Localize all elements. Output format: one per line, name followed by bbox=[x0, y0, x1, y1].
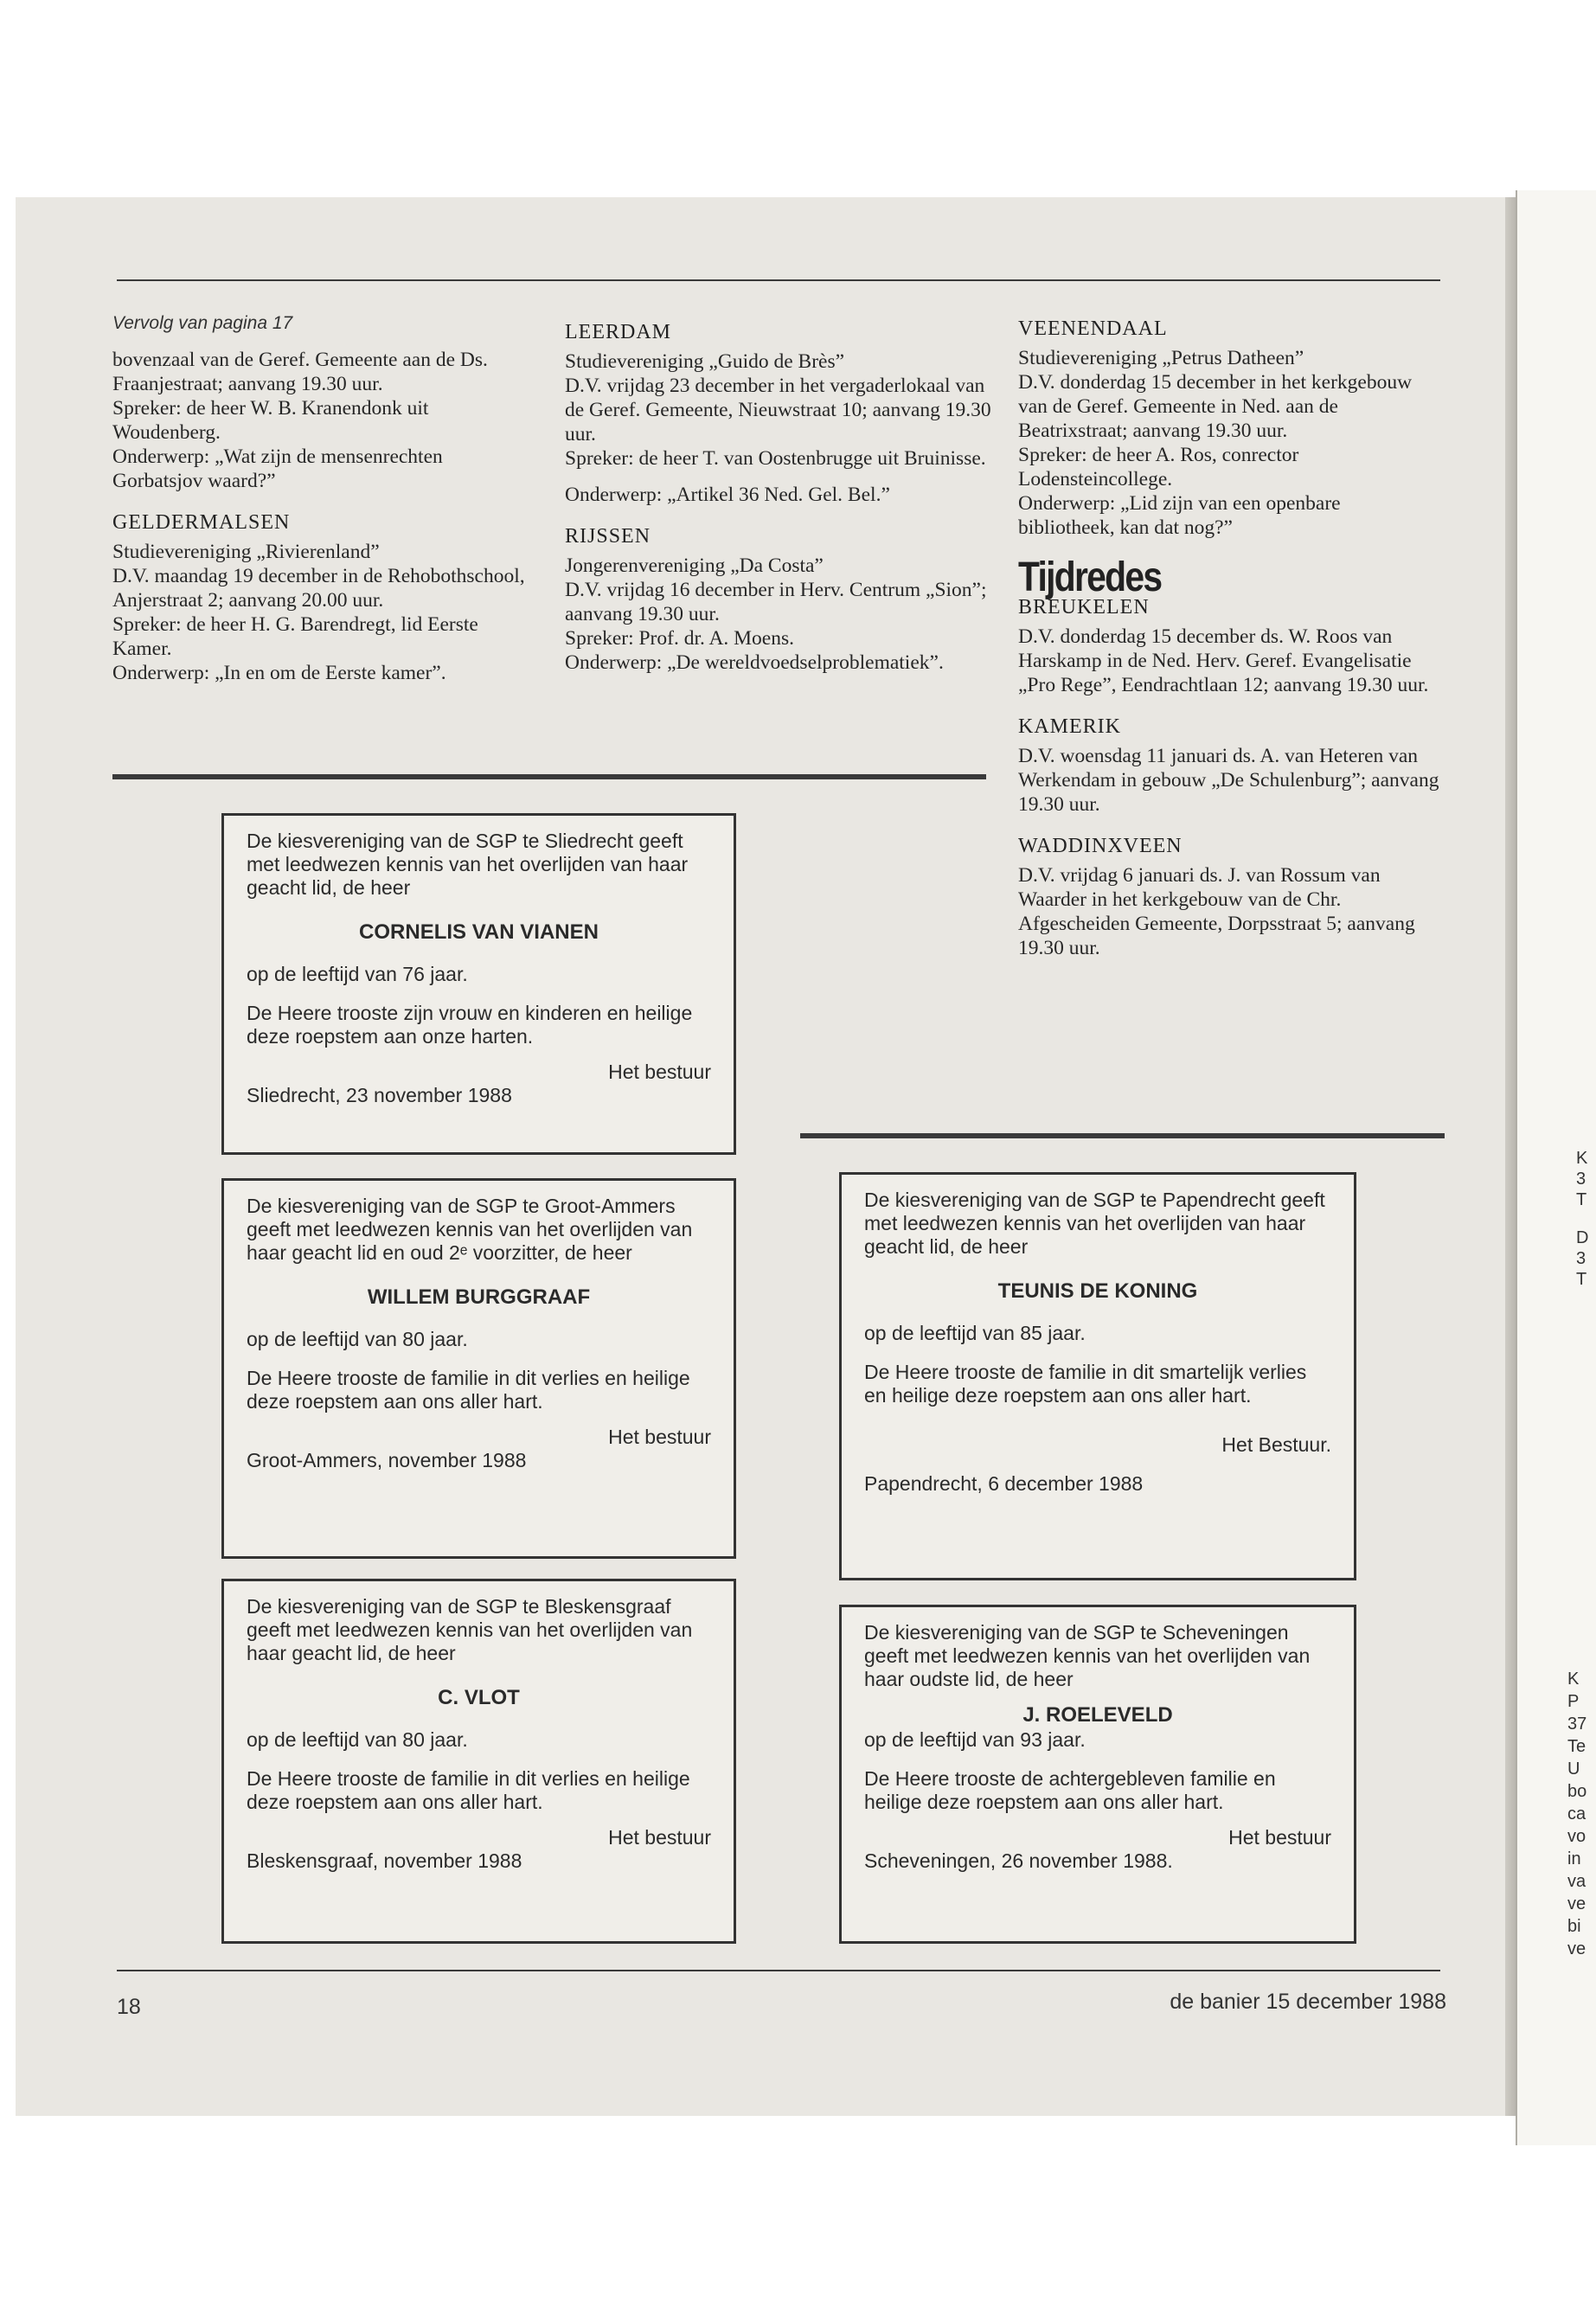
continued-note: Vervolg van pagina 17 bbox=[112, 313, 293, 333]
notice-age: op de leeftijd van 93 jaar. bbox=[864, 1728, 1086, 1751]
event-date-text: D.V. vrijdag 16 december in Herv. Centrum „Sion”; aanvang 19.30 uur. bbox=[565, 579, 987, 625]
sermon-text: D.V. vrijdag 6 januari ds. J. van Rossum van Waarder in het kerkgebouw van de Chr. Afgescheiden Gemeente, Dorpsstraat 5; aanvang 19.30 uur. bbox=[1018, 864, 1415, 959]
notice-intro: De kiesvereniging van de SGP te Sliedrecht geeft met leedwezen kennis van het overlijden van haar geacht lid, de heer bbox=[247, 830, 689, 899]
notice-comfort: De Heere trooste de familie in dit verlies en heilige deze roepstem aan ons aller hart. bbox=[247, 1767, 690, 1813]
bottom-rule bbox=[117, 1970, 1440, 1971]
page-number: 18 bbox=[117, 1995, 141, 2019]
notice-signature: Het bestuur bbox=[608, 1826, 711, 1849]
next-page-fragment: 37 bbox=[1567, 1715, 1587, 1734]
obituary-notice bbox=[839, 1172, 1356, 1580]
notice-signature: Het bestuur bbox=[1228, 1826, 1331, 1849]
publication-footer: de banier 15 december 1988 bbox=[1170, 1990, 1446, 2014]
next-page-fragment: 3 bbox=[1576, 1249, 1586, 1268]
event-association: Jongerenvereniging „Da Costa” bbox=[565, 554, 824, 577]
next-page-fragment: vo bbox=[1567, 1827, 1586, 1846]
next-page-fragment: va bbox=[1567, 1872, 1586, 1891]
notice-place-date: Groot-Ammers, november 1988 bbox=[247, 1449, 527, 1471]
next-page-fragment: K bbox=[1567, 1670, 1580, 1689]
next-page-fragment: ve bbox=[1567, 1894, 1586, 1913]
event-subject-text: Onderwerp: „De wereldvoedselproblematiek”. bbox=[565, 651, 944, 674]
notice-signature: Het bestuur bbox=[608, 1426, 711, 1448]
event-speaker-text: Spreker: de heer H. G. Barendregt, lid Eerste Kamer. bbox=[112, 613, 478, 660]
next-page-fragment: ve bbox=[1567, 1939, 1586, 1958]
notice-signature: Het bestuur bbox=[608, 1061, 711, 1083]
notice-comfort: De Heere trooste de achtergebleven familie en heilige deze roepstem aan ons aller hart. bbox=[864, 1767, 1276, 1813]
city-heading: VEENENDAAL bbox=[1018, 317, 1168, 340]
event-date-text: D.V. maandag 19 december in de Rehobothschool, Anjerstraat 2; aanvang 20.00 uur. bbox=[112, 565, 525, 612]
column-left bbox=[112, 311, 536, 685]
city-heading: RIJSSEN bbox=[565, 525, 651, 548]
next-page-fragment: Te bbox=[1567, 1737, 1586, 1756]
event-association: Studievereniging „Rivierenland” bbox=[112, 541, 380, 563]
event-speaker-text: Spreker: de heer T. van Oostenbrugge uit Bruinisse. bbox=[565, 447, 986, 470]
notice-intro: De kiesvereniging van de SGP te Groot-Ammers geeft met leedwezen kennis van het overlijden van haar geacht lid en oud 2ᵉ voorzitter, de heer bbox=[247, 1195, 693, 1264]
next-page-fragment: D bbox=[1576, 1228, 1589, 1247]
event-subject-text: Onderwerp: „Artikel 36 Ned. Gel. Bel.” bbox=[565, 484, 890, 506]
event-subject-text: Onderwerp: „Wat zijn de mensenrechten Gorbatsjov waard?” bbox=[112, 445, 443, 492]
event-speaker-text: Spreker: Prof. dr. A. Moens. bbox=[565, 627, 795, 650]
event-venue-text: bovenzaal van de Geref. Gemeente aan de Ds. Fraanjestraat; aanvang 19.30 uur. bbox=[112, 349, 488, 395]
notice-intro: De kiesvereniging van de SGP te Papendrecht geeft met leedwezen kennis van het overlijden van haar geacht lid, de heer bbox=[864, 1189, 1325, 1258]
city-heading: GELDERMALSEN bbox=[112, 511, 291, 534]
next-page-fragment: K bbox=[1576, 1149, 1588, 1168]
obituary-notice bbox=[221, 1178, 736, 1559]
section-heading: Tijdredes bbox=[1018, 554, 1162, 600]
section-rule bbox=[112, 774, 986, 779]
section-rule bbox=[800, 1133, 1445, 1138]
notice-age: op de leeftijd van 80 jaar. bbox=[247, 1728, 468, 1751]
event-speaker-text: Spreker: de heer W. B. Kranendonk uit Woudenberg. bbox=[112, 397, 429, 444]
column-right bbox=[1018, 317, 1442, 960]
next-page-fragment: in bbox=[1567, 1849, 1581, 1868]
deceased-name: CORNELIS VAN VIANEN bbox=[359, 920, 599, 944]
sermon-text: D.V. donderdag 15 december ds. W. Roos van Harskamp in de Ned. Herv. Geref. Evangelisatie „Pro Rege”, Eendrachtlaan 12; aanvang 19.30 uur. bbox=[1018, 625, 1429, 696]
obituary-notice bbox=[221, 813, 736, 1155]
obituary-notice bbox=[221, 1579, 736, 1944]
event-subject-text: Onderwerp: „Lid zijn van een openbare bibliotheek, kan dat nog?” bbox=[1018, 492, 1341, 539]
sermon-text: D.V. woensdag 11 januari ds. A. van Heteren van Werkendam in gebouw „De Schulenburg”; aanvang 19.30 uur. bbox=[1018, 745, 1439, 816]
column-middle bbox=[565, 320, 993, 675]
notice-comfort: De Heere trooste zijn vrouw en kinderen en heilige deze roepstem aan onze harten. bbox=[247, 1002, 693, 1048]
next-page-fragment: bi bbox=[1567, 1917, 1581, 1936]
notice-place-date: Bleskensgraaf, november 1988 bbox=[247, 1849, 522, 1872]
notice-place-date: Papendrecht, 6 december 1988 bbox=[864, 1472, 1144, 1495]
next-page-fragment: T bbox=[1576, 1190, 1587, 1209]
page-spine bbox=[1505, 197, 1516, 2116]
notice-intro: De kiesvereniging van de SGP te Bleskensgraaf geeft met leedwezen kennis van het overlijden van haar geacht lid, de heer bbox=[247, 1595, 693, 1664]
notice-age: op de leeftijd van 80 jaar. bbox=[247, 1328, 468, 1350]
next-page-fragment: ca bbox=[1567, 1804, 1586, 1823]
event-speaker-text: Spreker: de heer A. Ros, conrector Lodensteincollege. bbox=[1018, 444, 1299, 490]
notice-intro: De kiesvereniging van de SGP te Scheveningen geeft met leedwezen kennis van het overlijden van haar oudste lid, de heer bbox=[864, 1621, 1311, 1690]
notice-signature: Het Bestuur. bbox=[1221, 1433, 1331, 1456]
deceased-name: TEUNIS DE KONING bbox=[997, 1279, 1198, 1303]
next-page-fragment: bo bbox=[1567, 1782, 1587, 1801]
event-association: Studievereniging „Petrus Datheen” bbox=[1018, 347, 1304, 369]
deceased-name: J. ROELEVELD bbox=[1022, 1703, 1173, 1727]
next-page-fragment: 3 bbox=[1576, 1170, 1586, 1189]
event-subject-text: Onderwerp: „In en om de Eerste kamer”. bbox=[112, 662, 446, 684]
event-date-text: D.V. vrijdag 23 december in het vergaderlokaal van de Geref. Gemeente, Nieuwstraat 10; aanvang 19.30 uur. bbox=[565, 375, 991, 445]
next-page-fragment: T bbox=[1576, 1270, 1587, 1289]
notice-age: op de leeftijd van 76 jaar. bbox=[247, 963, 468, 985]
deceased-name: C. VLOT bbox=[438, 1686, 520, 1709]
city-heading: KAMERIK bbox=[1018, 715, 1121, 738]
notice-comfort: De Heere trooste de familie in dit verlies en heilige deze roepstem aan ons aller hart. bbox=[247, 1367, 690, 1413]
next-page-fragment: P bbox=[1567, 1692, 1580, 1711]
city-heading: WADDINXVEEN bbox=[1018, 835, 1183, 857]
city-heading: LEERDAM bbox=[565, 321, 671, 343]
notice-age: op de leeftijd van 85 jaar. bbox=[864, 1322, 1086, 1344]
notice-place-date: Sliedrecht, 23 november 1988 bbox=[247, 1084, 512, 1106]
notice-comfort: De Heere trooste de familie in dit smartelijk verlies en heilige deze roepstem aan ons aller hart. bbox=[864, 1361, 1307, 1407]
deceased-name: WILLEM BURGGRAAF bbox=[367, 1285, 591, 1309]
top-rule bbox=[117, 279, 1440, 281]
obituary-notice bbox=[839, 1605, 1356, 1944]
city-heading: BREUKELEN bbox=[1018, 596, 1150, 619]
event-date-text: D.V. donderdag 15 december in het kerkgebouw van de Geref. Gemeente in Ned. aan de Beatrixstraat; aanvang 19.30 uur. bbox=[1018, 371, 1413, 442]
event-association: Studievereniging „Guido de Brès” bbox=[565, 350, 845, 373]
notice-place-date: Scheveningen, 26 november 1988. bbox=[864, 1849, 1173, 1872]
next-page-fragment: U bbox=[1567, 1759, 1580, 1779]
